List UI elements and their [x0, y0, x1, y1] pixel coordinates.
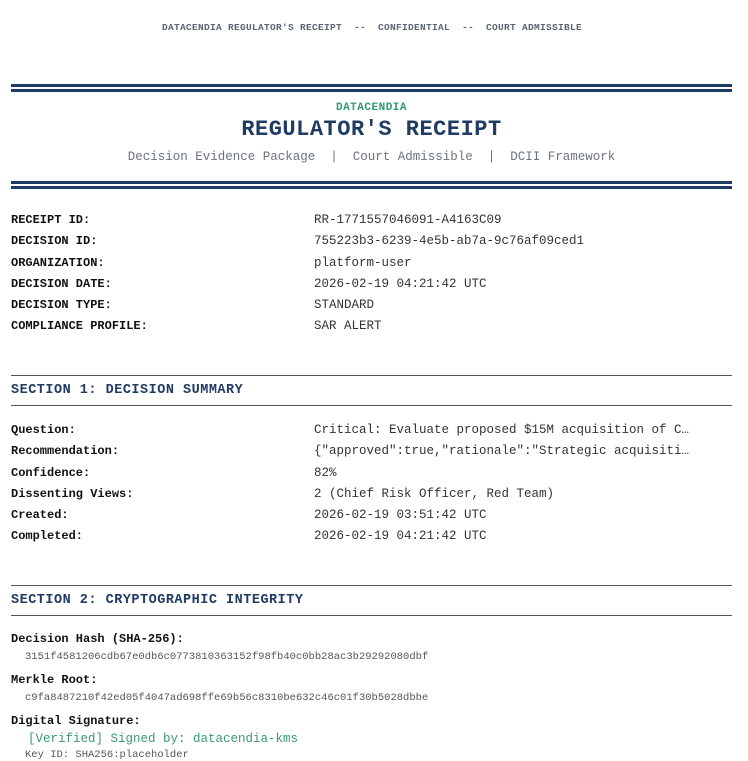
- summary-row: [11, 487, 732, 508]
- receipt-value: 2026-02-19 04:21:42 UTC: [314, 276, 487, 291]
- summary-key: Question:: [11, 423, 76, 437]
- receipt-row: [11, 256, 732, 277]
- summary-row: [11, 466, 732, 487]
- receipt-details: [11, 213, 732, 341]
- receipt-key: RECEIPT ID:: [11, 213, 91, 227]
- summary-row: [11, 423, 732, 444]
- header-bottom-rule: [11, 181, 732, 189]
- receipt-key: ORGANIZATION:: [11, 255, 105, 270]
- digital-signature-label: Digital Signature:: [11, 714, 141, 728]
- receipt-value: 755223b3-6239-4e5b-ab7a-9c76af09ced1: [314, 234, 585, 249]
- summary-value: Critical: Evaluate proposed $15M acquisition of C…: [314, 423, 690, 437]
- receipt-key: DECISION ID:: [11, 234, 98, 249]
- merkle-root-value: c9fa8487210f42ed05f4047ad698ffe69b56c8310be632c46c01f30b5028dbbe: [25, 692, 429, 704]
- summary-value: {"approved":true,"rationale":"Strategic acquisiti…: [314, 444, 690, 459]
- confidential-banner: DATACENDIA REGULATOR'S RECEIPT -- CONFIDENTIAL -- COURT ADMISSIBLE: [161, 22, 583, 33]
- receipt-key: COMPLIANCE PROFILE:: [11, 319, 148, 334]
- summary-row: [11, 508, 732, 529]
- receipt-value: RR-1771557046091-A4163C09: [314, 213, 502, 227]
- section-2-title: SECTION 2: CRYPTOGRAPHIC INTEGRITY: [11, 593, 304, 608]
- decision-hash-block: [11, 632, 732, 663]
- section-1-heading: [11, 375, 732, 406]
- signature-key-id: Key ID: SHA256:placeholder: [25, 749, 189, 761]
- decision-summary: [11, 423, 732, 551]
- receipt-row: [11, 298, 732, 319]
- receipt-row: [11, 213, 732, 234]
- merkle-root-block: [11, 673, 732, 704]
- header-top-rule: [11, 84, 732, 92]
- summary-key: Created:: [11, 508, 69, 523]
- receipt-value: SAR ALERT: [314, 319, 382, 334]
- page-subtitle: Decision Evidence Package | Court Admissible | DCII Framework: [127, 150, 616, 164]
- decision-hash-label: Decision Hash (SHA-256):: [11, 632, 184, 646]
- summary-row: [11, 529, 732, 550]
- merkle-root-label: Merkle Root:: [11, 673, 98, 687]
- receipt-key: DECISION TYPE:: [11, 298, 112, 313]
- summary-key: Recommendation:: [11, 444, 120, 459]
- section-2-heading: [11, 585, 732, 616]
- receipt-header: [11, 84, 732, 189]
- receipt-row: [11, 234, 732, 255]
- receipt-key: DECISION DATE:: [11, 276, 112, 291]
- receipt-row: [11, 319, 732, 340]
- summary-value: 2026-02-19 04:21:42 UTC: [314, 529, 487, 544]
- section-1-title: SECTION 1: DECISION SUMMARY: [11, 383, 244, 398]
- decision-hash-value: 3151f4581206cdb67e0db6c0773810363152f98fb40c0bb28ac3b29292080dbf: [25, 651, 429, 663]
- summary-key: Dissenting Views:: [11, 486, 134, 501]
- brand-name: DATACENDIA: [335, 102, 407, 114]
- summary-key: Confidence:: [11, 465, 91, 480]
- page-title: REGULATOR'S RECEIPT: [241, 117, 502, 142]
- signature-verified-status: [Verified] Signed by: datacendia-kms: [28, 732, 299, 746]
- digital-signature-block: [11, 714, 732, 761]
- summary-key: Completed:: [11, 529, 84, 544]
- summary-row: [11, 444, 732, 465]
- summary-value: 2026-02-19 03:51:42 UTC: [314, 508, 487, 523]
- receipt-value: STANDARD: [314, 298, 375, 313]
- summary-value: 2 (Chief Risk Officer, Red Team): [314, 486, 555, 501]
- summary-value: 82%: [314, 465, 337, 480]
- receipt-value: platform-user: [314, 255, 412, 270]
- receipt-row: [11, 277, 732, 298]
